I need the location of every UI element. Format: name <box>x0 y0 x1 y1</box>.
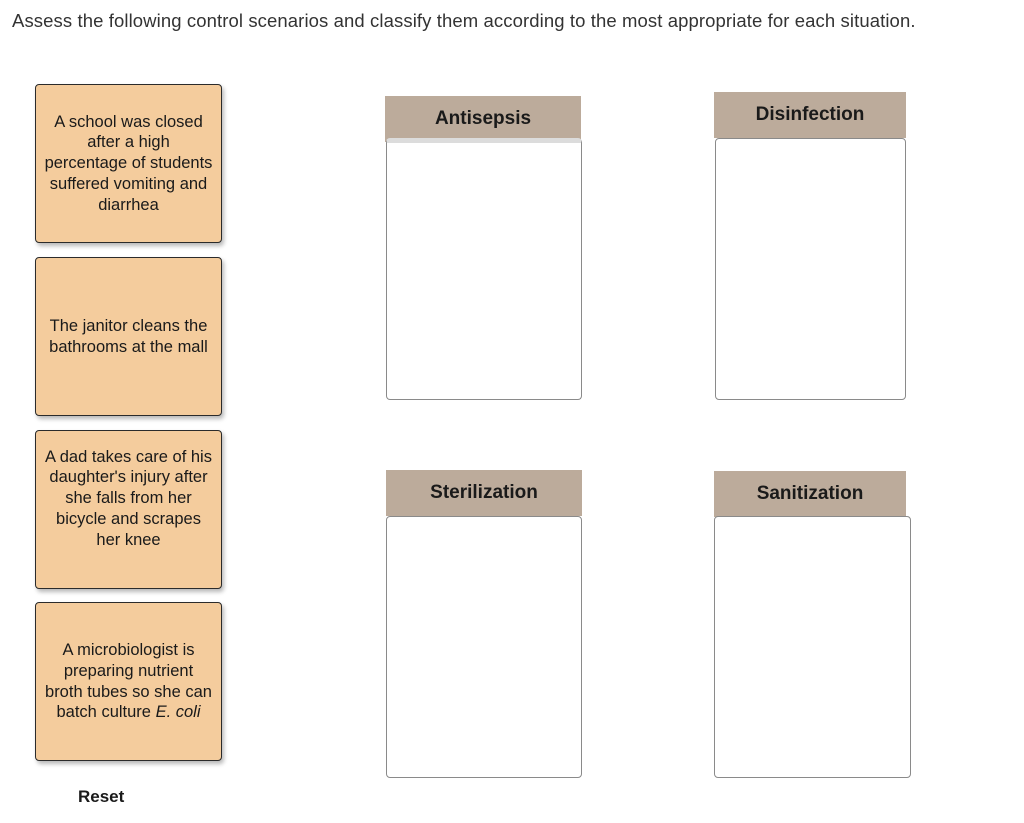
scenario-card-text: A dad takes care of his daughter's injury after she falls from her bicycle and scrapes her knee <box>45 447 212 549</box>
scenario-card-text <box>44 640 213 723</box>
scenario-card-janitor[interactable] <box>35 257 222 416</box>
scenario-card-text: A school was closed after a high percentage of students suffered vomiting and diarrhea <box>44 112 213 214</box>
scenario-card-dad-injury[interactable] <box>35 430 222 589</box>
scenario-card-text: The janitor cleans the bathrooms at the mall <box>49 316 208 356</box>
category-header-disinfection: Disinfection <box>714 92 906 138</box>
category-header-sterilization: Sterilization <box>386 470 582 516</box>
reset-button[interactable]: Reset <box>78 787 125 806</box>
drop-zone-sanitization[interactable] <box>714 516 911 778</box>
category-header-antisepsis: Antisepsis <box>385 96 581 142</box>
scenario-card-school-closed[interactable] <box>35 84 222 243</box>
drop-zone-antisepsis[interactable] <box>386 138 582 400</box>
drop-zone-sterilization[interactable] <box>386 516 582 778</box>
scenario-card-microbiologist[interactable] <box>35 602 222 761</box>
scenario-card-text-italic: E. coli <box>155 703 201 722</box>
instructions-text: Assess the following control scenarios and classify them according to the most appropriate for each situation. <box>12 10 916 31</box>
category-header-sanitization: Sanitization <box>714 471 906 517</box>
scenario-card-text-plain: A microbiologist is preparing nutrient broth tubes so she can batch culture <box>45 640 212 722</box>
drop-zone-disinfection[interactable] <box>715 138 906 400</box>
